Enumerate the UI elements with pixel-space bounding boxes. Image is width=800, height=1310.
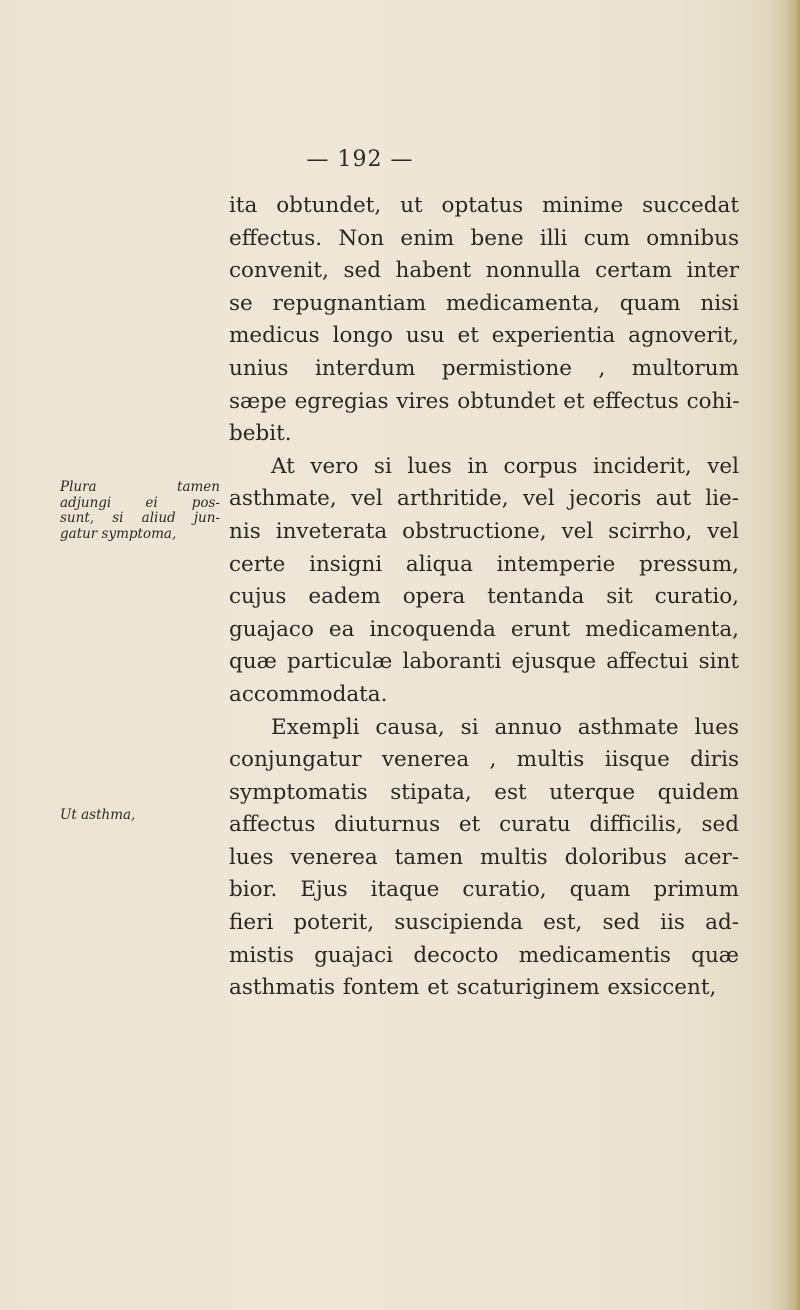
margin-note-plura [60,480,220,542]
text-line: guajaco ea incoquenda erunt medicamenta, [229,616,739,642]
text-line: medicus longo usu et experientia agnoverit, [229,323,739,349]
page-number: — 192 — [306,147,414,172]
margin-note-line: adjungi ei pos- [60,494,220,511]
text-line: symptomatis stipata, est uterque quidem [229,779,739,805]
body-text [229,190,739,1005]
text-line: conjungatur venerea , multis iisque diris [229,747,739,773]
page-edge [786,0,800,1310]
text-line: certe insigni aliqua intemperie pressum, [229,551,739,577]
text-line: accommodata. [229,681,388,707]
text-line: mistis guajaci decocto medicamentis quæ [229,942,739,968]
text-line: Exempli causa, si annuo asthmate lues [271,714,739,740]
text-line: bebit. [229,421,292,447]
text-line: sæpe egregias vires obtundet et effectus cohi- [229,388,740,414]
text-line: asthmate, vel arthritide, vel jecoris aut lie- [229,486,739,512]
text-line: asthmatis fontem et scaturiginem exsiccent, [229,975,717,1001]
text-line: cujus eadem opera tentanda sit curatio, [229,584,739,610]
text-line: affectus diuturnus et curatu difficilis, sed [229,812,739,838]
text-line: lues venerea tamen multis doloribus acer- [229,844,739,870]
margin-note-ut-asthma [60,808,220,824]
text-line: bior. Ejus itaque curatio, quam primum [229,877,739,903]
text-line: effectus. Non enim bene illi cum omnibus [229,225,739,251]
text-line: ita obtundet, ut optatus minime succedat [229,193,739,218]
margin-note-line: Plura tamen [60,479,220,495]
text-line: quæ particulæ laboranti ejusque affectui sint [229,649,739,675]
text-line: unius interdum permistione , multorum [229,355,739,381]
margin-note-line: sunt, si aliud jun- [60,510,220,526]
text-line: nis inveterata obstructione, vel scirrho, vel [229,518,739,544]
text-line: fieri poterit, suscipienda est, sed iis ad- [229,910,739,936]
text-line: se repugnantiam medicamenta, quam nisi [229,290,739,316]
text-line: convenit, sed habent nonnulla certam inter [229,258,739,284]
margin-note-line: Ut asthma, [60,807,136,823]
margin-note-line: gatur symptoma, [60,525,177,542]
text-line: At vero si lues in corpus inciderit, vel [271,453,739,479]
